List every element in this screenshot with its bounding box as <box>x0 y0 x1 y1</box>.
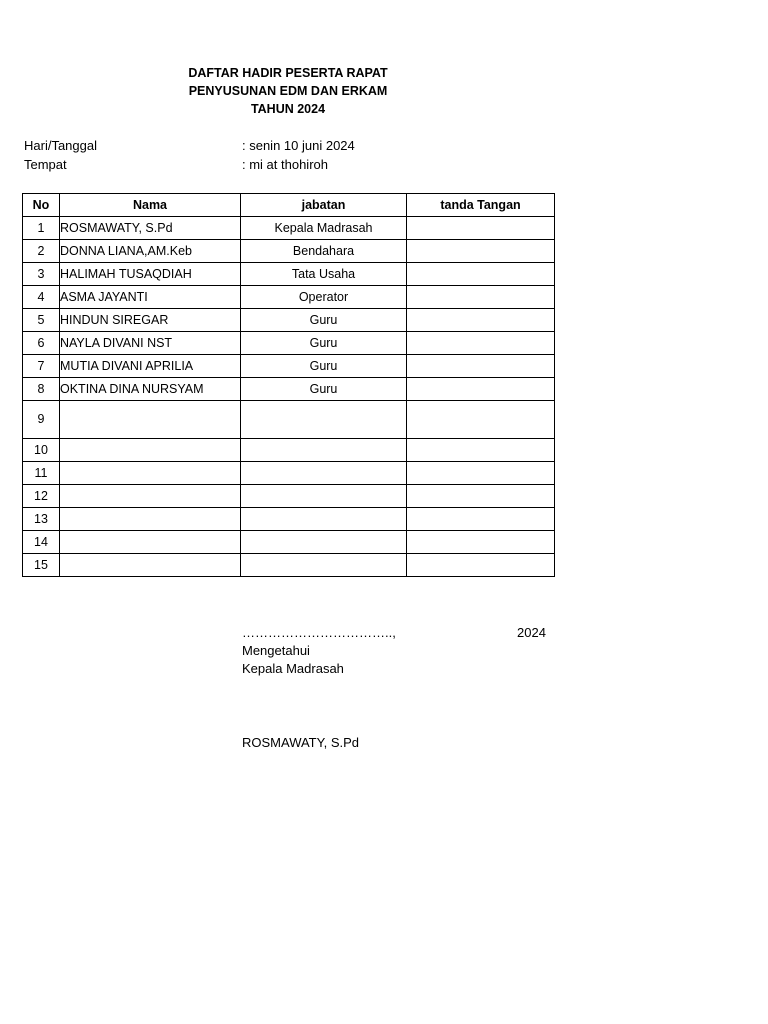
row-number: 14 <box>23 531 60 554</box>
participant-position: Guru <box>241 332 407 355</box>
header-position: jabatan <box>241 194 407 217</box>
attendance-table <box>22 193 555 577</box>
table-row <box>23 309 555 332</box>
participant-position <box>241 508 407 531</box>
participant-position <box>241 485 407 508</box>
signature-cell <box>407 508 555 531</box>
participant-name <box>60 439 241 462</box>
table-row <box>23 355 555 378</box>
signature-cell <box>407 286 555 309</box>
participant-position: Guru <box>241 309 407 332</box>
participant-name: OKTINA DINA NURSYAM <box>60 378 241 401</box>
participant-name <box>60 485 241 508</box>
signature-cell <box>407 485 555 508</box>
row-number: 13 <box>23 508 60 531</box>
footer-year: 2024 <box>517 625 546 640</box>
participant-name <box>60 462 241 485</box>
title-line-2: PENYUSUNAN EDM DAN ERKAM <box>188 84 388 98</box>
signature-cell <box>407 401 555 439</box>
participant-position <box>241 554 407 577</box>
signature-cell <box>407 462 555 485</box>
participant-name: ASMA JAYANTI <box>60 286 241 309</box>
header-no: No <box>23 194 60 217</box>
participant-position: Kepala Madrasah <box>241 217 407 240</box>
signature-cell <box>407 309 555 332</box>
signer-name: ROSMAWATY, S.Pd <box>242 735 360 750</box>
signature-cell <box>407 355 555 378</box>
participant-name: HALIMAH TUSAQDIAH <box>60 263 241 286</box>
place-date-placeholder: …………………………….., <box>242 625 396 640</box>
row-number: 7 <box>23 355 60 378</box>
header-signature: tanda Tangan <box>407 194 555 217</box>
table-row <box>23 462 555 485</box>
table-row <box>23 217 555 240</box>
row-number: 1 <box>23 217 60 240</box>
signature-cell <box>407 240 555 263</box>
table-header-row <box>23 194 555 217</box>
table-row <box>23 401 555 439</box>
participant-position <box>241 531 407 554</box>
title-line-3: TAHUN 2024 <box>250 102 326 116</box>
row-number: 11 <box>23 462 60 485</box>
table-row <box>23 554 555 577</box>
title-line-1: DAFTAR HADIR PESERTA RAPAT <box>188 66 388 80</box>
row-number: 10 <box>23 439 60 462</box>
signature-cell <box>407 332 555 355</box>
participant-position <box>241 401 407 439</box>
place-label: Tempat <box>24 157 67 172</box>
table-row <box>23 439 555 462</box>
row-number: 4 <box>23 286 60 309</box>
participant-position <box>241 439 407 462</box>
signature-cell <box>407 439 555 462</box>
participant-name: MUTIA DIVANI APRILIA <box>60 355 241 378</box>
signer-role: Kepala Madrasah <box>242 661 344 676</box>
row-number: 5 <box>23 309 60 332</box>
table-row <box>23 508 555 531</box>
signature-cell <box>407 263 555 286</box>
row-number: 6 <box>23 332 60 355</box>
participant-position: Operator <box>241 286 407 309</box>
row-number: 2 <box>23 240 60 263</box>
signature-cell <box>407 554 555 577</box>
signature-cell <box>407 217 555 240</box>
participant-name <box>60 508 241 531</box>
participant-name: HINDUN SIREGAR <box>60 309 241 332</box>
date-value: : senin 10 juni 2024 <box>242 138 355 153</box>
participant-name <box>60 554 241 577</box>
acknowledged-label: Mengetahui <box>242 643 310 658</box>
row-number: 15 <box>23 554 60 577</box>
participant-position: Guru <box>241 378 407 401</box>
table-row <box>23 485 555 508</box>
row-number: 9 <box>23 401 60 439</box>
participant-name: DONNA LIANA,AM.Keb <box>60 240 241 263</box>
place-value: : mi at thohiroh <box>242 157 328 172</box>
signature-cell <box>407 378 555 401</box>
signature-cell <box>407 531 555 554</box>
row-number: 3 <box>23 263 60 286</box>
table-row <box>23 332 555 355</box>
table-row <box>23 531 555 554</box>
participant-position: Bendahara <box>241 240 407 263</box>
participant-name: NAYLA DIVANI NST <box>60 332 241 355</box>
table-row <box>23 240 555 263</box>
row-number: 12 <box>23 485 60 508</box>
participant-name <box>60 531 241 554</box>
participant-position: Tata Usaha <box>241 263 407 286</box>
table-row <box>23 286 555 309</box>
date-label: Hari/Tanggal <box>24 138 97 153</box>
table-row <box>23 378 555 401</box>
participant-position <box>241 462 407 485</box>
row-number: 8 <box>23 378 60 401</box>
document-title <box>120 64 456 118</box>
header-name: Nama <box>60 194 241 217</box>
participant-position: Guru <box>241 355 407 378</box>
participant-name <box>60 401 241 439</box>
table-row <box>23 263 555 286</box>
participant-name: ROSMAWATY, S.Pd <box>60 217 241 240</box>
